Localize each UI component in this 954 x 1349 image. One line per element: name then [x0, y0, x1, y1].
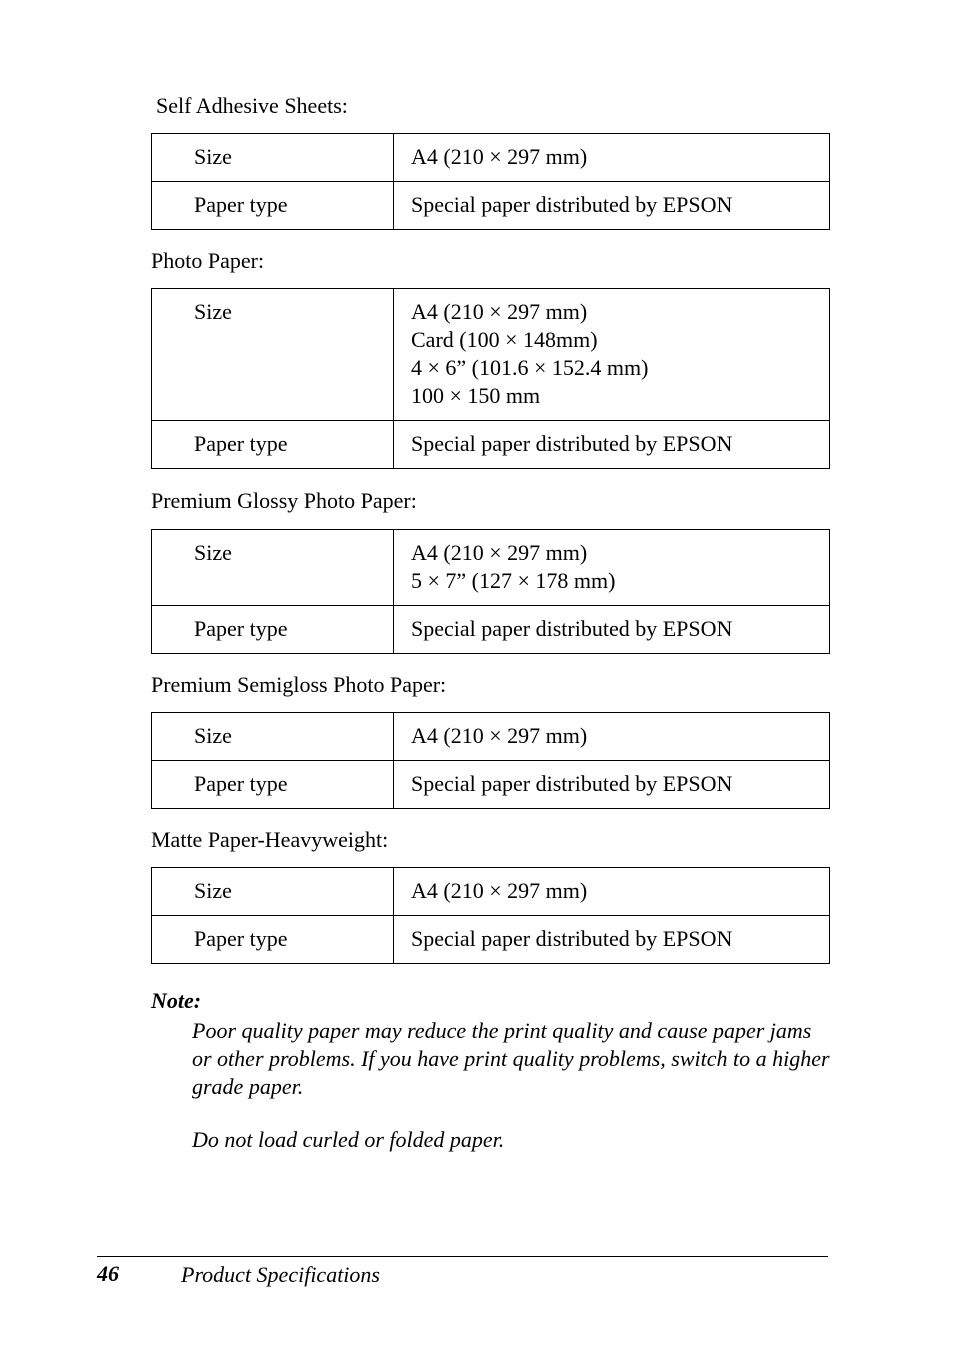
paper-type-label: Paper type: [194, 431, 288, 456]
size-value-cell: [394, 289, 830, 421]
paper-type-label-cell: [152, 182, 394, 230]
spec-table-premium-semigloss-photo-paper: [151, 712, 830, 809]
size-value-cell: [394, 868, 830, 916]
table-row-paper-type: [152, 606, 830, 654]
size-label: Size: [194, 299, 232, 324]
paper-type-value: Special paper distributed by EPSON: [411, 771, 733, 796]
note-paragraph: Poor quality paper may reduce the print quality and cause paper jams or other problems. If you have print quality problems, switch to a higher grade paper.: [192, 1018, 830, 1099]
paper-type-label: Paper type: [194, 616, 288, 641]
table-row-size: [152, 868, 830, 916]
spec-table-self-adhesive-sheets: [151, 133, 830, 230]
section-title-matte-paper-heavyweight: Matte Paper-Heavyweight:: [151, 827, 389, 852]
size-label-cell: [152, 134, 394, 182]
spec-table-matte-paper-heavyweight: [151, 867, 830, 964]
spec-table-photo-paper: [151, 288, 830, 469]
size-label: Size: [194, 540, 232, 565]
table-row-paper-type: [152, 761, 830, 809]
size-value: 100 × 150 mm: [411, 383, 541, 408]
size-label-cell: [152, 713, 394, 761]
size-value-cell: [394, 713, 830, 761]
paper-type-value-cell: [394, 182, 830, 230]
table-row-paper-type: [152, 916, 830, 964]
size-value: A4 (210 × 297 mm): [411, 540, 588, 565]
section-title-photo-paper: Photo Paper:: [151, 248, 265, 273]
paper-type-value-cell: [394, 606, 830, 654]
paper-type-label-cell: [152, 421, 394, 469]
table-row-paper-type: [152, 421, 830, 469]
size-value: 5 × 7” (127 × 178 mm): [411, 568, 616, 593]
paper-type-label-cell: [152, 606, 394, 654]
paper-type-value-cell: [394, 421, 830, 469]
section-title-self-adhesive-sheets: Self Adhesive Sheets:: [156, 93, 348, 118]
size-label-cell: [152, 289, 394, 421]
paper-type-value: Special paper distributed by EPSON: [411, 431, 733, 456]
paper-type-label: Paper type: [194, 926, 288, 951]
note-title: Note:: [151, 988, 202, 1013]
paper-type-label-cell: [152, 761, 394, 809]
table-row-paper-type: [152, 182, 830, 230]
paper-type-value-cell: [394, 916, 830, 964]
section-title-premium-glossy-photo-paper: Premium Glossy Photo Paper:: [151, 488, 417, 513]
paper-type-value: Special paper distributed by EPSON: [411, 192, 733, 217]
paper-type-label: Paper type: [194, 192, 288, 217]
paper-type-value: Special paper distributed by EPSON: [411, 926, 733, 951]
size-value: 4 × 6” (101.6 × 152.4 mm): [411, 355, 649, 380]
note-body: [192, 1017, 832, 1179]
table-row-size: [152, 713, 830, 761]
table-row-size: [152, 530, 830, 606]
size-value: A4 (210 × 297 mm): [411, 299, 588, 324]
footer-section-title: Product Specifications: [181, 1262, 380, 1287]
size-label: Size: [194, 878, 232, 903]
paper-type-value: Special paper distributed by EPSON: [411, 616, 733, 641]
page-number: 46: [97, 1261, 119, 1286]
table-row-size: [152, 289, 830, 421]
footer-divider: [97, 1256, 828, 1257]
paper-type-label: Paper type: [194, 771, 288, 796]
size-label: Size: [194, 723, 232, 748]
size-label-cell: [152, 530, 394, 606]
paper-type-value-cell: [394, 761, 830, 809]
note-paragraph: Do not load curled or folded paper.: [192, 1127, 505, 1152]
size-value-cell: [394, 530, 830, 606]
section-title-premium-semigloss-photo-paper: Premium Semigloss Photo Paper:: [151, 672, 447, 697]
size-value: Card (100 × 148mm): [411, 327, 598, 352]
table-row-size: [152, 134, 830, 182]
size-label-cell: [152, 868, 394, 916]
paper-type-label-cell: [152, 916, 394, 964]
size-value: A4 (210 × 297 mm): [411, 723, 588, 748]
size-value: A4 (210 × 297 mm): [411, 144, 588, 169]
size-label: Size: [194, 144, 232, 169]
size-value-cell: [394, 134, 830, 182]
size-value: A4 (210 × 297 mm): [411, 878, 588, 903]
spec-table-premium-glossy-photo-paper: [151, 529, 830, 654]
